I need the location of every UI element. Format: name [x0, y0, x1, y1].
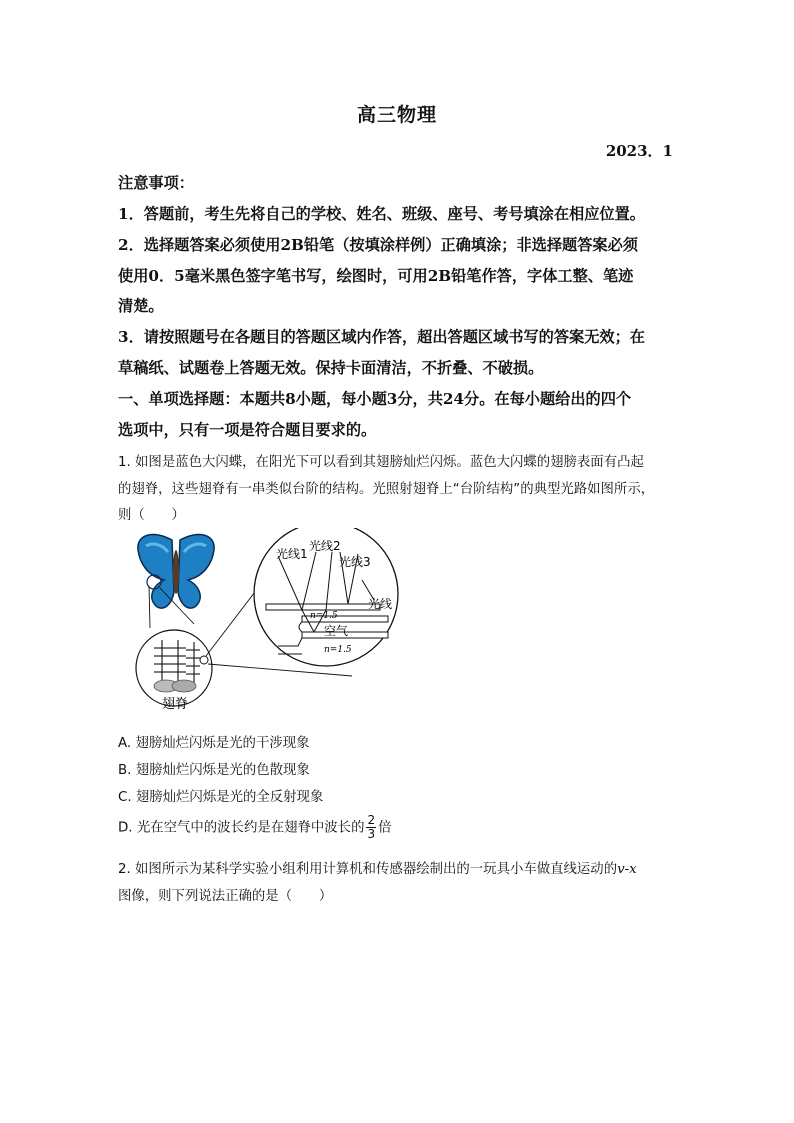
question-2-text: 2. 如图所示为某科学实验小组利用计算机和传感器绘制出的一玩具小车做直线运动的v-x [118, 862, 637, 877]
ray-4-label: 光线 [368, 597, 393, 611]
notice-line: 清楚。 [118, 297, 164, 315]
ray-3-label: 光线3 [339, 555, 371, 569]
question-2-text: 图像，则下列说法正确的是（ ） [118, 889, 333, 904]
question-1-text: 则（ ） [118, 508, 185, 523]
option-a[interactable]: A. 翅膀灿烂闪烁是光的干涉现象 [118, 736, 310, 751]
page-title: 高三物理 [356, 104, 437, 126]
notice-line: 1．答题前，考生先将自己的学校、姓名、班级、座号、考号填涂在相应位置。 [118, 205, 645, 223]
ridge-label: 翅脊 [162, 697, 189, 712]
refractive-index-bottom: n=1.5 [324, 645, 352, 655]
question-1-text: 的翅脊，这些翅脊有一串类似台阶的结构。光照射翅脊上“台阶结构”的典型光路如图所示， [118, 482, 655, 497]
vx-variable: v-x [617, 862, 637, 877]
option-d-suffix: 倍 [378, 820, 392, 836]
option-d-prefix: D. 光在空气中的波长约是在翅脊中波长的 [118, 820, 365, 836]
section-heading: 一、单项选择题：本题共8小题，每小题3分，共24分。在每小题给出的四个 [118, 390, 632, 408]
option-c[interactable]: C. 翅膀灿烂闪烁是光的全反射现象 [118, 790, 324, 805]
notice-line: 2．选择题答案必须使用2B铅笔（按填涂样例）正确填涂；非选择题答案必须 [118, 236, 638, 254]
fraction-two-thirds: $\frac{2}{3}$ [367, 813, 376, 841]
option-d[interactable] [118, 814, 392, 841]
question-1-text: 1. 如图是蓝色大闪蝶，在阳光下可以看到其翅膀灿烂闪烁。蓝色大闪蝶的翅膀表面有凸起 [118, 455, 644, 470]
notice-line: 草稿纸、试题卷上答题无效。保持卡面清洁，不折叠、不破损。 [118, 359, 544, 377]
notice-line: 使用0．5毫米黑色签字笔书写，绘图时，可用2B铅笔作答，字体工整、笔迹 [118, 267, 634, 285]
section-heading: 选项中，只有一项是符合题目要求的。 [118, 421, 377, 439]
notice-line: 3．请按照题号在各题目的答题区域内作答，超出答题区域书写的答案无效；在 [118, 328, 645, 346]
ray-1-label: 光线1 [276, 547, 308, 561]
ridge-magnified-circle [136, 630, 212, 706]
ray-2-label: 光线2 [309, 539, 341, 553]
air-label: 空气 [324, 624, 349, 638]
option-b[interactable]: B. 翅膀灿烂闪烁是光的色散现象 [118, 763, 310, 778]
exam-date: 2023．1 [605, 142, 673, 160]
notice-heading: 注意事项： [118, 174, 194, 192]
butterfly-figure [126, 528, 406, 714]
refractive-index-top: n=1.5 [310, 611, 338, 621]
